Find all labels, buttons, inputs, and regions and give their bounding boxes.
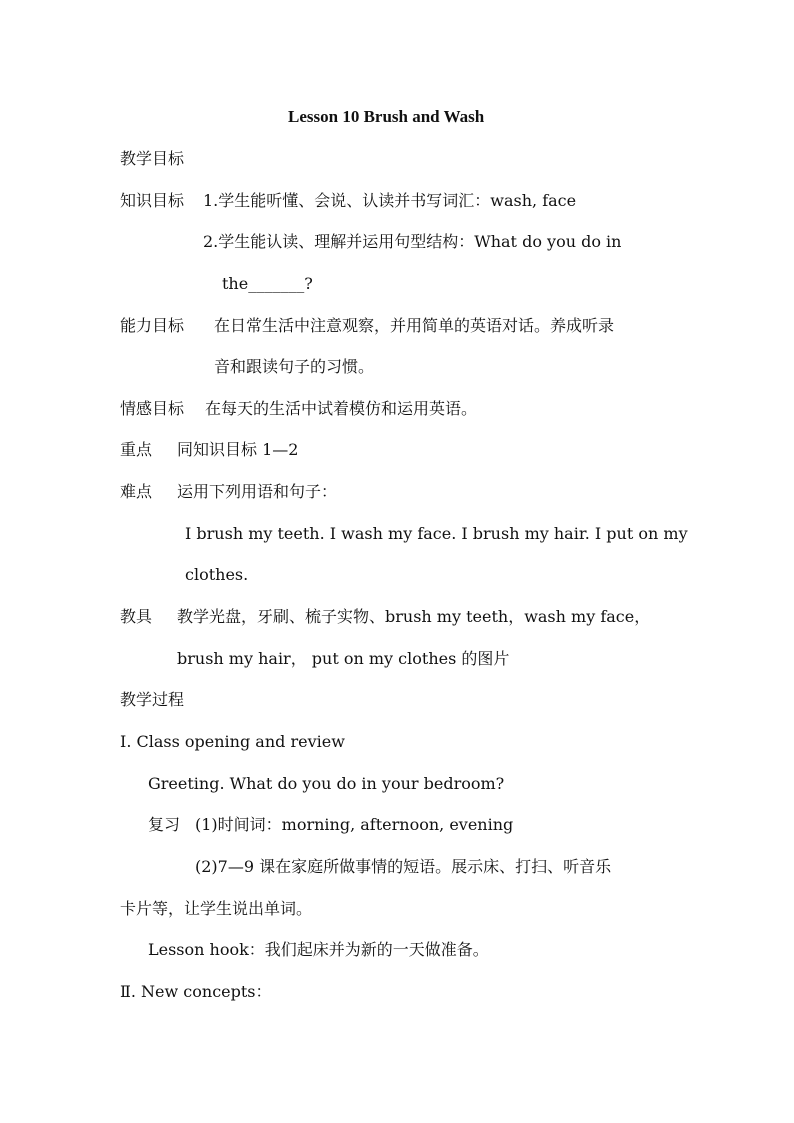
aids-text: 教学光盘，牙刷、梳子实物、brush my teeth，wash my face， bbox=[177, 607, 651, 626]
aids-text-cont: brush my hair， put on my clothes 的图片 bbox=[177, 649, 510, 668]
ability-text-cont: 音和跟读句子的习惯。 bbox=[214, 357, 375, 376]
knowledge-item-1: 1.学生能听懂、会说、认读并书写词汇：wash, face bbox=[203, 191, 577, 210]
lesson-hook: Lesson hook：我们起床并为新的一天做准备。 bbox=[148, 940, 489, 959]
key-label: 重点 bbox=[120, 440, 153, 459]
knowledge-item-2: 2.学生能认读、理解并运用句型结构：What do you do in bbox=[203, 232, 622, 251]
sentences-line-1: I brush my teeth. I wash my face. I brush my hair. I put on my bbox=[185, 524, 688, 543]
emotion-text: 在每天的生活中试着模仿和运用英语。 bbox=[205, 399, 478, 418]
review-item-2: (2)7—9 课在家庭所做事情的短语。展示床、打扫、听音乐 bbox=[195, 857, 612, 876]
sentences-line-2: clothes. bbox=[185, 565, 249, 584]
greeting-line: Greeting. What do you do in your bedroom? bbox=[148, 774, 505, 793]
ability-text: 在日常生活中注意观察，并用简单的英语对话。养成听录 bbox=[214, 316, 615, 335]
process-heading: 教学过程 bbox=[120, 690, 185, 709]
knowledge-label: 知识目标 bbox=[120, 191, 185, 210]
section-1-heading: Ⅰ. Class opening and review bbox=[120, 732, 345, 751]
section-2-heading: Ⅱ. New concepts： bbox=[120, 982, 272, 1001]
ability-label: 能力目标 bbox=[120, 316, 185, 335]
objectives-heading: 教学目标 bbox=[120, 149, 185, 168]
key-text: 同知识目标 1—2 bbox=[177, 440, 299, 459]
difficult-label: 难点 bbox=[120, 482, 153, 501]
knowledge-item-2-cont: the_______? bbox=[222, 274, 313, 293]
difficult-text: 运用下列用语和句子： bbox=[177, 482, 338, 501]
lesson-title: Lesson 10 Brush and Wash bbox=[288, 107, 485, 126]
review-label: 复习 bbox=[148, 815, 181, 834]
review-item-2-cont: 卡片等，让学生说出单词。 bbox=[120, 899, 313, 918]
aids-label: 教具 bbox=[120, 607, 153, 626]
emotion-label: 情感目标 bbox=[120, 399, 185, 418]
review-item-1: (1)时间词：morning, afternoon, evening bbox=[195, 815, 514, 834]
